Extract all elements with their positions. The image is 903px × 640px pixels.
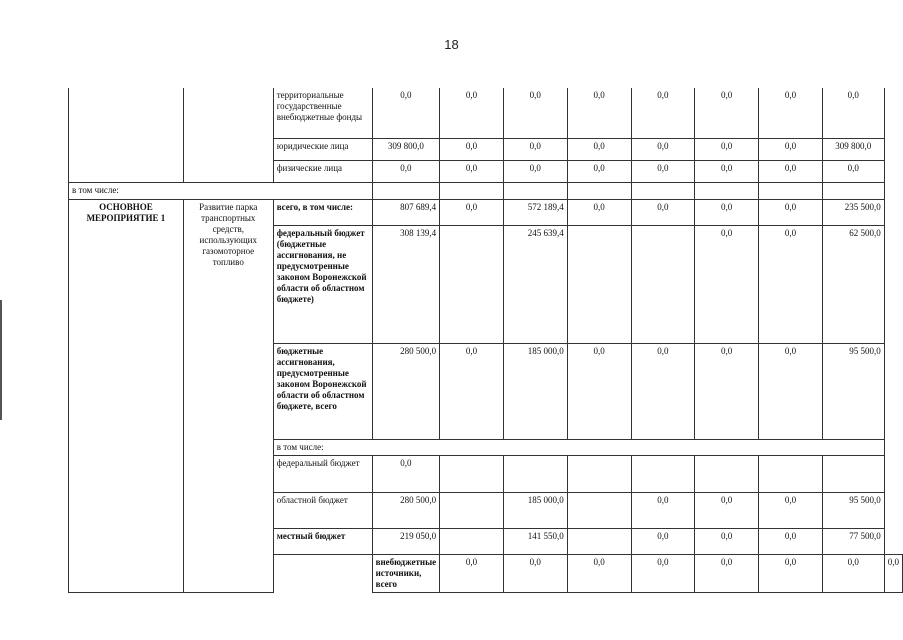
value-cell xyxy=(631,455,695,492)
value-cell: 235 500,0 xyxy=(822,199,884,225)
page-number: 18 xyxy=(444,37,459,52)
value-cell: 308 139,4 xyxy=(372,225,440,343)
table-cell xyxy=(183,160,273,182)
table-cell xyxy=(183,88,273,138)
value-cell: 0,0 xyxy=(503,88,567,138)
row-label: в том числе: xyxy=(273,439,372,455)
table-cell xyxy=(440,182,504,199)
row-label: физические лица xyxy=(273,160,372,182)
value-cell: 0,0 xyxy=(759,225,823,343)
table-cell xyxy=(567,439,631,455)
value-cell xyxy=(695,455,759,492)
value-cell: 0,0 xyxy=(695,88,759,138)
activity-description: Развитие парка транспортных средств, использующих газомоторное топливо xyxy=(183,199,273,592)
table-cell xyxy=(372,439,440,455)
value-cell: 0,0 xyxy=(503,554,567,592)
value-cell: 185 000,0 xyxy=(503,343,567,439)
value-cell: 0,0 xyxy=(759,160,823,182)
value-cell: 0,0 xyxy=(372,455,440,492)
table-cell xyxy=(183,138,273,160)
value-cell: 0,0 xyxy=(695,160,759,182)
table-cell xyxy=(440,439,504,455)
value-cell: 0,0 xyxy=(695,199,759,225)
value-cell: 0,0 xyxy=(631,88,695,138)
value-cell xyxy=(440,225,504,343)
table-cell xyxy=(372,182,440,199)
value-cell: 95 500,0 xyxy=(822,492,884,528)
table-cell xyxy=(69,88,184,138)
value-cell xyxy=(759,455,823,492)
table-cell xyxy=(759,439,823,455)
table-cell xyxy=(631,182,695,199)
table-row xyxy=(69,182,903,199)
value-cell: 280 500,0 xyxy=(372,343,440,439)
value-cell: 0,0 xyxy=(759,492,823,528)
activity-title: ОСНОВНОЕ МЕРОПРИЯТИЕ 1 xyxy=(69,199,184,592)
row-label: всего, в том числе: xyxy=(273,199,372,225)
value-cell: 95 500,0 xyxy=(822,343,884,439)
table-row xyxy=(69,199,903,225)
table-cell xyxy=(503,182,567,199)
row-label: территориальные государственные внебюджетные фонды xyxy=(273,88,372,138)
value-cell: 0,0 xyxy=(567,199,631,225)
table-cell xyxy=(695,439,759,455)
row-label: местный бюджет xyxy=(273,528,372,554)
value-cell: 0,0 xyxy=(822,160,884,182)
value-cell: 0,0 xyxy=(631,138,695,160)
value-cell: 185 000,0 xyxy=(503,492,567,528)
value-cell xyxy=(503,455,567,492)
table-cell xyxy=(822,439,884,455)
value-cell: 0,0 xyxy=(567,343,631,439)
table-cell xyxy=(759,182,823,199)
table-cell xyxy=(273,182,372,199)
table-cell xyxy=(183,182,273,199)
value-cell: 0,0 xyxy=(503,138,567,160)
value-cell: 0,0 xyxy=(759,554,823,592)
table-cell xyxy=(695,182,759,199)
table-cell xyxy=(273,554,372,592)
value-cell: 0,0 xyxy=(695,492,759,528)
value-cell: 0,0 xyxy=(631,199,695,225)
value-cell: 0,0 xyxy=(440,160,504,182)
value-cell: 807 689,4 xyxy=(372,199,440,225)
table-row xyxy=(69,160,903,182)
value-cell: 219 050,0 xyxy=(372,528,440,554)
value-cell: 0,0 xyxy=(440,88,504,138)
table-cell xyxy=(822,182,884,199)
value-cell: 0,0 xyxy=(759,138,823,160)
value-cell: 141 550,0 xyxy=(503,528,567,554)
value-cell: 0,0 xyxy=(759,88,823,138)
scan-edge-line xyxy=(0,300,2,420)
value-cell: 77 500,0 xyxy=(822,528,884,554)
row-label: в том числе: xyxy=(69,182,184,199)
table-cell xyxy=(69,138,184,160)
value-cell: 0,0 xyxy=(567,88,631,138)
value-cell: 280 500,0 xyxy=(372,492,440,528)
table-cell xyxy=(69,160,184,182)
value-cell: 0,0 xyxy=(372,88,440,138)
budget-table xyxy=(68,88,903,593)
value-cell xyxy=(567,492,631,528)
value-cell xyxy=(631,225,695,343)
value-cell xyxy=(440,528,504,554)
value-cell: 0,0 xyxy=(695,554,759,592)
value-cell: 0,0 xyxy=(759,343,823,439)
value-cell: 0,0 xyxy=(822,88,884,138)
value-cell: 0,0 xyxy=(567,138,631,160)
value-cell: 0,0 xyxy=(759,199,823,225)
table-cell xyxy=(631,439,695,455)
value-cell: 0,0 xyxy=(503,160,567,182)
value-cell: 0,0 xyxy=(440,199,504,225)
table-cell xyxy=(503,439,567,455)
value-cell xyxy=(822,455,884,492)
row-label: бюджетные ассигнования, предусмотренные законом Воронежской области об областном бюджете, всего xyxy=(273,343,372,439)
value-cell: 0,0 xyxy=(695,343,759,439)
value-cell: 0,0 xyxy=(567,160,631,182)
value-cell: 0,0 xyxy=(440,554,504,592)
value-cell: 309 800,0 xyxy=(372,138,440,160)
value-cell: 0,0 xyxy=(695,528,759,554)
value-cell: 0,0 xyxy=(822,554,884,592)
value-cell: 0,0 xyxy=(631,343,695,439)
value-cell: 0,0 xyxy=(631,492,695,528)
value-cell: 62 500,0 xyxy=(822,225,884,343)
table-cell xyxy=(567,182,631,199)
value-cell xyxy=(567,528,631,554)
value-cell: 309 800,0 xyxy=(822,138,884,160)
value-cell: 0,0 xyxy=(440,343,504,439)
value-cell xyxy=(567,455,631,492)
row-label: областной бюджет xyxy=(273,492,372,528)
row-label: внебюджетные источники, всего xyxy=(372,554,440,592)
row-label: юридические лица xyxy=(273,138,372,160)
value-cell: 0,0 xyxy=(695,138,759,160)
value-cell xyxy=(440,455,504,492)
value-cell: 0,0 xyxy=(884,554,902,592)
row-label: федеральный бюджет xyxy=(273,455,372,492)
table-row xyxy=(69,138,903,160)
value-cell: 572 189,4 xyxy=(503,199,567,225)
value-cell xyxy=(440,492,504,528)
value-cell: 0,0 xyxy=(372,160,440,182)
value-cell: 0,0 xyxy=(631,528,695,554)
value-cell: 0,0 xyxy=(567,554,631,592)
value-cell: 0,0 xyxy=(631,554,695,592)
table-row xyxy=(69,88,903,138)
value-cell: 0,0 xyxy=(759,528,823,554)
value-cell: 0,0 xyxy=(440,138,504,160)
value-cell: 0,0 xyxy=(631,160,695,182)
value-cell: 0,0 xyxy=(695,225,759,343)
row-label: федеральный бюджет (бюджетные ассигнования, не предусмотренные законом Воронежской области об областном бюджете) xyxy=(273,225,372,343)
value-cell: 245 639,4 xyxy=(503,225,567,343)
value-cell xyxy=(567,225,631,343)
